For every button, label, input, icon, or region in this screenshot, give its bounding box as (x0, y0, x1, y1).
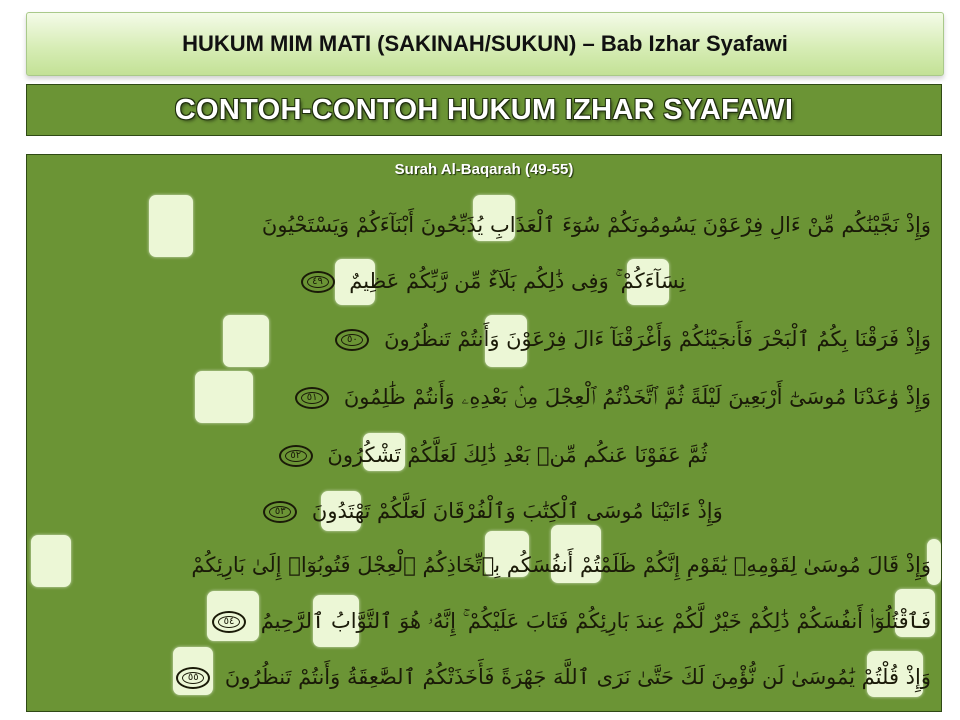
verse-text: وَإِذْ فَرَقْنَا بِكُمُ ٱلْبَحْرَ فَأَنجَيْنَٰكُمْ وَأَغْرَقْنَآ ءَالَ فِرْعَوْنَ وَأَنتُمْ تَنظُرُونَ (384, 327, 931, 351)
ayah-end-icon: ٥٥ (176, 667, 210, 689)
verse-text: وَإِذْ ءَاتَيْنَا مُوسَى ٱلْكِتَٰبَ وَٱلْفُرْقَانَ لَعَلَّكُمْ تَهْتَدُونَ (311, 499, 723, 523)
verse-line (47, 545, 931, 585)
verse-line (47, 261, 931, 301)
subtitle-banner (26, 84, 942, 136)
verse-text: فَٱقْتُلُوٓا۟ أَنفُسَكُمْ ذَٰلِكُمْ خَيْرٌ لَّكُمْ عِندَ بَارِئِكُمْ فَتَابَ عَلَيْكُمْ ۚ إِنَّهُۥ هُوَ ٱلتَّوَّابُ ٱلرَّحِيمُ (260, 609, 931, 633)
title-banner (26, 12, 944, 76)
verse-text: ثُمَّ عَفَوْنَا عَنكُم مِّنۢ بَعْدِ ذَٰلِكَ لَعَلَّكُمْ تَشْكُرُونَ (327, 443, 708, 467)
verse-line (47, 601, 931, 641)
verse-line (47, 377, 931, 417)
surah-label: Surah Al-Baqarah (49-55) (394, 161, 574, 178)
verse-line (47, 435, 931, 475)
section-heading: CONTOH-CONTOH HUKUM IZHAR SYAFAWI (174, 93, 794, 126)
verse-line (47, 657, 931, 697)
verse-panel (26, 154, 942, 712)
ayah-end-icon: ٥٢ (279, 445, 313, 467)
verse-text: وَإِذْ نَجَّيْنَٰكُم مِّنْ ءَالِ فِرْعَوْنَ يَسُومُونَكُمْ سُوٓءَ ٱلْعَذَابِ يُذَبِّحُونَ أَبْنَآءَكُمْ وَيَسْتَحْيُونَ (261, 213, 931, 237)
verse-line (47, 205, 931, 245)
ayah-end-icon: ٥٤ (212, 611, 246, 633)
verse-text: نِسَآءَكُمْ ۚ وَفِى ذَٰلِكُم بَلَآءٌ مِّن رَّبِّكُمْ عَظِيمٌ (349, 269, 686, 293)
ayah-end-icon: ٥١ (295, 387, 329, 409)
ayah-end-icon: ٥٣ (263, 501, 297, 523)
verse-text: وَإِذْ وَٰعَدْنَا مُوسَىٰٓ أَرْبَعِينَ لَيْلَةً ثُمَّ ٱتَّخَذْتُمُ ٱلْعِجْلَ مِنۢ بَعْدِهِۦ وَأَنتُمْ ظَٰلِمُونَ (343, 385, 931, 409)
ayah-end-icon: ٥٠ (335, 329, 369, 351)
ayah-end-icon: ٤٩ (301, 271, 335, 293)
page-title: HUKUM MIM MATI (SAKINAH/SUKUN) – Bab Izhar Syafawi (182, 31, 788, 56)
verse-text: وَإِذْ قَالَ مُوسَىٰ لِقَوْمِهِۦ يَٰقَوْمِ إِنَّكُمْ ظَلَمْتُمْ أَنفُسَكُم بِٱتِّخَاذِكُمُ ٱلْعِجْلَ فَتُوبُوٓا۟ إِلَىٰ بَارِئِكُمْ (191, 553, 931, 577)
verse-text: وَإِذْ قُلْتُمْ يَٰمُوسَىٰ لَن نُّؤْمِنَ لَكَ حَتَّىٰ نَرَى ٱللَّهَ جَهْرَةً فَأَخَذَتْكُمُ ٱلصَّٰعِقَةُ وَأَنتُمْ تَنظُرُونَ (224, 665, 931, 689)
verse-line (47, 491, 931, 531)
verse-line (47, 319, 931, 359)
